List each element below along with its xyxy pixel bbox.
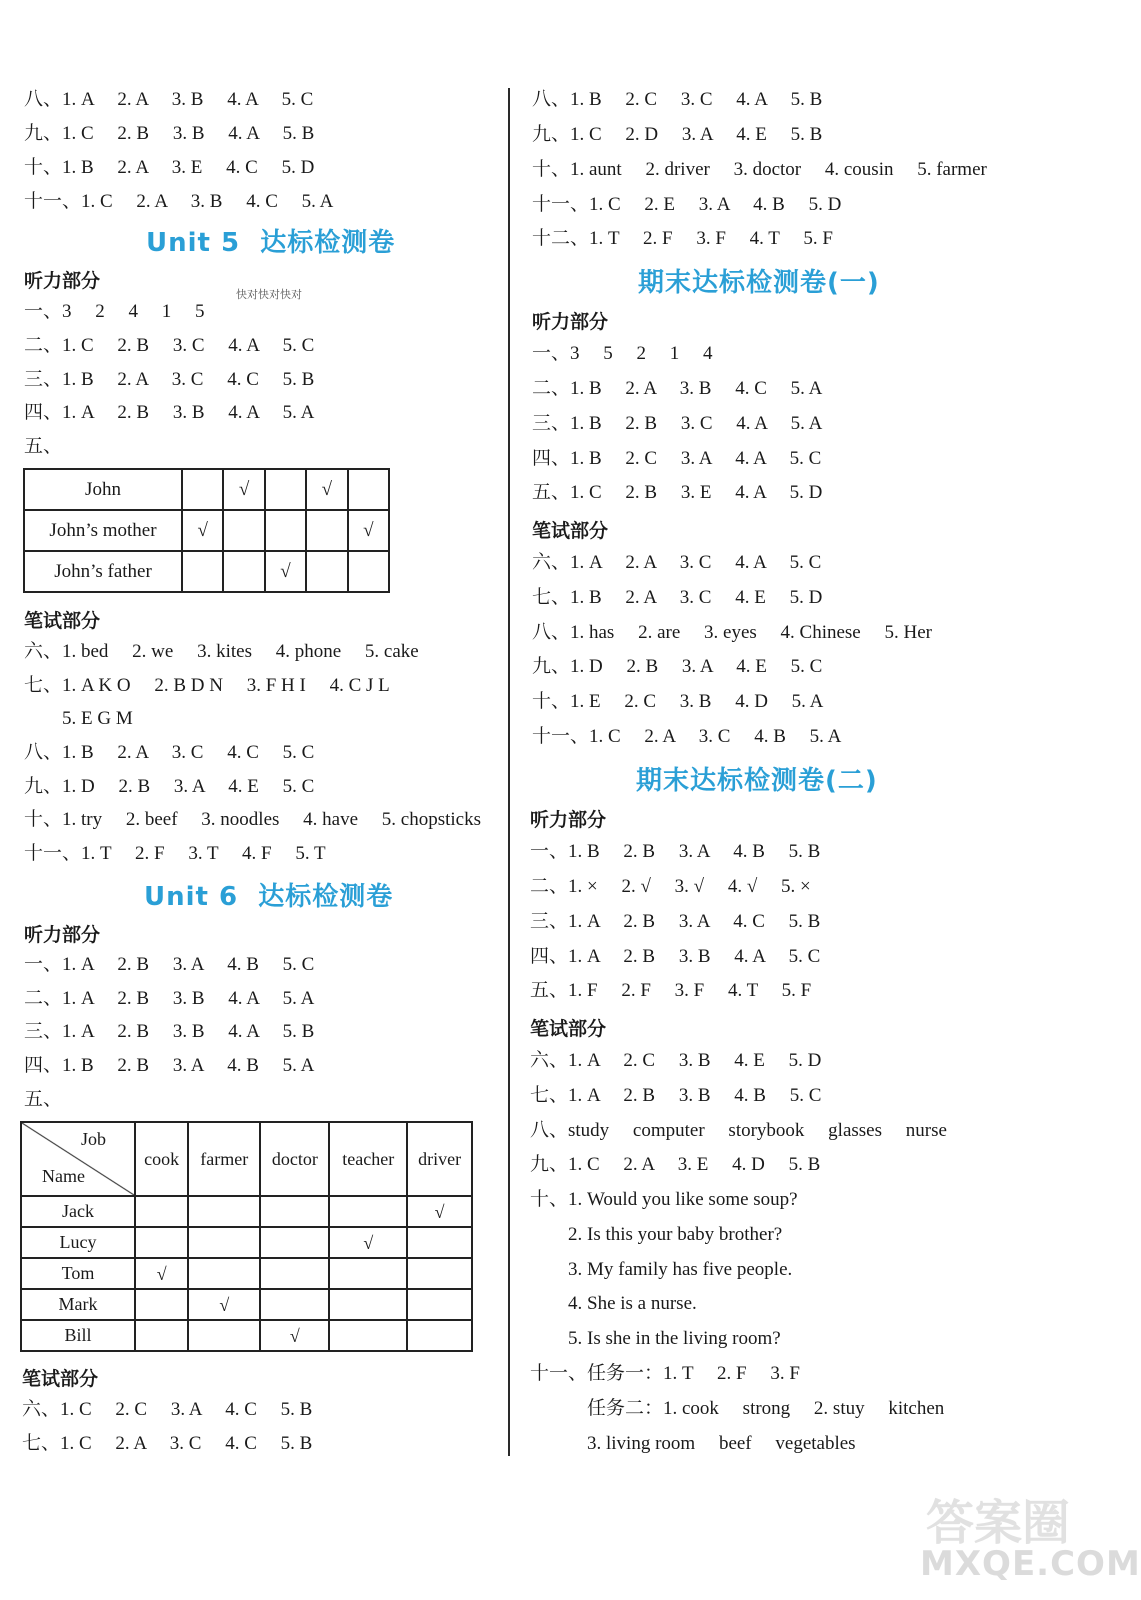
table-row [21, 1227, 472, 1258]
answer-line: 七、1. A 2. B 3. B 4. B 5. C [530, 1085, 822, 1106]
row-name: Lucy [21, 1227, 135, 1258]
answer-line: 八、1. B 2. A 3. C 4. C 5. C [24, 742, 315, 763]
written-heading: 笔试部分 [532, 520, 609, 542]
cell [182, 469, 223, 510]
written-heading: 笔试部分 [24, 610, 101, 632]
column-header: teacher [329, 1122, 407, 1196]
answer-line: 2. Is this your baby brother? [530, 1224, 783, 1245]
answer-line: 六、1. A 2. C 3. B 4. E 5. D [530, 1050, 822, 1071]
cell [348, 551, 389, 592]
cell [135, 1196, 188, 1227]
table-row [21, 1289, 472, 1320]
answer-line: 七、1. A K O 2. B D N 3. F H I 4. C J L [24, 675, 390, 696]
answer-line: 十二、1. T 2. F 3. F 4. T 5. F [532, 228, 833, 249]
final2-title: 期末达标检测卷(二) [636, 766, 878, 796]
answer-line: 四、1. A 2. B 3. B 4. A 5. C [530, 946, 821, 967]
column-header: driver [407, 1122, 472, 1196]
answer-line: 五、 [24, 436, 63, 457]
answer-line: 一、1. B 2. B 3. A 4. B 5. B [530, 841, 821, 862]
answer-line: 三、1. B 2. B 3. C 4. A 5. A [532, 413, 823, 434]
answer-line: 五、1. C 2. B 3. E 4. A 5. D [532, 482, 823, 503]
answer-line: 四、1. B 2. B 3. A 4. B 5. A [24, 1055, 315, 1076]
row-name: Bill [21, 1320, 135, 1351]
answer-line: 九、1. C 2. D 3. A 4. E 5. B [532, 124, 823, 145]
cell [407, 1289, 472, 1320]
table-corner-cell [21, 1122, 135, 1196]
cell: √ [329, 1227, 407, 1258]
cell [329, 1258, 407, 1289]
answer-line: 二、1. B 2. A 3. B 4. C 5. A [532, 378, 823, 399]
answer-line: 六、1. C 2. C 3. A 4. C 5. B [22, 1399, 313, 1420]
cell [260, 1196, 329, 1227]
answer-line: 八、1. has 2. are 3. eyes 4. Chinese 5. Her [532, 622, 932, 643]
cell: √ [306, 469, 347, 510]
table-row [21, 1258, 472, 1289]
table-header-row [21, 1122, 472, 1196]
row-name: Jack [21, 1196, 135, 1227]
answer-line: 5. E G M [24, 708, 133, 729]
cell: √ [348, 510, 389, 551]
answer-line: 十一、1. C 2. E 3. A 4. B 5. D [532, 194, 842, 215]
watermark-logo [920, 1480, 1141, 1590]
cell [188, 1320, 260, 1351]
answer-line: 十、1. aunt 2. driver 3. doctor 4. cousin 5. farmer [532, 159, 987, 180]
corner-name-label: Name [42, 1166, 85, 1186]
unit5-title: Unit 5 达标检测卷 [146, 228, 396, 258]
cell [329, 1320, 407, 1351]
row-name: Tom [21, 1258, 135, 1289]
row-name: John’s mother [24, 510, 182, 551]
table-row [24, 551, 389, 592]
cell [407, 1227, 472, 1258]
answer-line: 十、1. B 2. A 3. E 4. C 5. D [24, 157, 315, 178]
row-name: Mark [21, 1289, 135, 1320]
watermark-bottom-text: MXQE.COM [920, 1544, 1141, 1584]
answer-line: 3. My family has five people. [530, 1259, 793, 1280]
answer-line: 十一、1. C 2. A 3. B 4. C 5. A [24, 191, 334, 212]
cell: √ [407, 1196, 472, 1227]
answer-line: 四、1. B 2. C 3. A 4. A 5. C [532, 448, 822, 469]
answer-line: 五、 [24, 1089, 63, 1110]
cell [260, 1258, 329, 1289]
table-row [21, 1196, 472, 1227]
cell: √ [135, 1258, 188, 1289]
cell [265, 510, 306, 551]
answer-line: 三、1. A 2. B 3. B 4. A 5. B [24, 1021, 315, 1042]
cell [135, 1289, 188, 1320]
listening-heading: 听力部分 [530, 809, 607, 831]
answer-line: 七、1. C 2. A 3. C 4. C 5. B [22, 1433, 313, 1454]
answer-line: 五、1. F 2. F 3. F 4. T 5. F [530, 980, 812, 1001]
unit6-answer-table [20, 1121, 473, 1352]
answer-line: 二、1. C 2. B 3. C 4. A 5. C [24, 335, 315, 356]
cell [407, 1258, 472, 1289]
cell [329, 1289, 407, 1320]
table-row [21, 1320, 472, 1351]
column-divider [508, 88, 510, 1456]
answer-line: 六、1. A 2. A 3. C 4. A 5. C [532, 552, 822, 573]
cell [407, 1320, 472, 1351]
answer-line: 九、1. C 2. B 3. B 4. A 5. B [24, 123, 315, 144]
cell [188, 1227, 260, 1258]
cell [223, 510, 264, 551]
written-heading: 笔试部分 [22, 1368, 99, 1390]
cell [188, 1196, 260, 1227]
table-row [24, 469, 389, 510]
cell [135, 1320, 188, 1351]
cell [260, 1227, 329, 1258]
answer-line: 七、1. B 2. A 3. C 4. E 5. D [532, 587, 823, 608]
unit5-answer-table [23, 468, 390, 593]
answer-line: 十、1. Would you like some soup? [530, 1189, 798, 1210]
final1-title: 期末达标检测卷(一) [638, 268, 880, 298]
answer-line: 十、1. try 2. beef 3. noodles 4. have 5. chopsticks [24, 809, 481, 830]
answer-line: 一、1. A 2. B 3. A 4. B 5. C [24, 954, 315, 975]
answer-line: 3. living room beef vegetables [530, 1433, 856, 1454]
listening-heading: 听力部分 [24, 924, 101, 946]
corner-job-label: Job [80, 1129, 106, 1149]
cell [182, 551, 223, 592]
row-name: John’s father [24, 551, 182, 592]
column-header: farmer [188, 1122, 260, 1196]
answer-line: 十一、1. C 2. A 3. C 4. B 5. A [532, 726, 842, 747]
watermark-top-text: 答案圈 [926, 1495, 1071, 1551]
answer-line: 八、1. A 2. A 3. B 4. A 5. C [24, 89, 314, 110]
cell [329, 1196, 407, 1227]
column-header: cook [135, 1122, 188, 1196]
cell [188, 1258, 260, 1289]
answer-line: 二、1. A 2. B 3. B 4. A 5. A [24, 988, 315, 1009]
cell: √ [188, 1289, 260, 1320]
table-row [24, 510, 389, 551]
answer-line: 三、1. A 2. B 3. A 4. C 5. B [530, 911, 821, 932]
cell [223, 551, 264, 592]
cell [348, 469, 389, 510]
answer-line: 十一、任务一：1. T 2. F 3. F [530, 1363, 800, 1384]
answer-line: 一、3 2 4 1 5 [24, 301, 205, 322]
cell [306, 510, 347, 551]
cell [260, 1289, 329, 1320]
cell [265, 469, 306, 510]
listening-heading: 听力部分 [532, 311, 609, 333]
answer-line: 十、1. E 2. C 3. B 4. D 5. A [532, 691, 824, 712]
answer-line: 十一、1. T 2. F 3. T 4. F 5. T [24, 843, 326, 864]
column-header: doctor [260, 1122, 329, 1196]
answer-line: 四、1. A 2. B 3. B 4. A 5. A [24, 402, 315, 423]
unit6-title: Unit 6 达标检测卷 [144, 882, 394, 912]
answer-line: 九、1. D 2. B 3. A 4. E 5. C [24, 776, 315, 797]
listening-heading: 听力部分 [24, 270, 101, 292]
cell [306, 551, 347, 592]
answer-line: 九、1. C 2. A 3. E 4. D 5. B [530, 1154, 821, 1175]
answer-line: 二、1. × 2. √ 3. √ 4. √ 5. × [530, 876, 811, 897]
answer-line: 一、3 5 2 1 4 [532, 343, 713, 364]
answer-line: 六、1. bed 2. we 3. kites 4. phone 5. cake [24, 641, 419, 662]
answer-line: 4. She is a nurse. [530, 1293, 697, 1314]
answer-line: 三、1. B 2. A 3. C 4. C 5. B [24, 369, 315, 390]
cell: √ [223, 469, 264, 510]
stamp-text: 快对快对快对 [236, 288, 302, 301]
answer-line: 5. Is she in the living room? [530, 1328, 781, 1349]
cell: √ [182, 510, 223, 551]
row-name: John [24, 469, 182, 510]
cell [135, 1227, 188, 1258]
answer-line: 任务二：1. cook strong 2. stuy kitchen [530, 1398, 945, 1419]
written-heading: 笔试部分 [530, 1018, 607, 1040]
answer-line: 八、1. B 2. C 3. C 4. A 5. B [532, 89, 823, 110]
cell: √ [260, 1320, 329, 1351]
cell: √ [265, 551, 306, 592]
answer-line: 九、1. D 2. B 3. A 4. E 5. C [532, 656, 823, 677]
answer-line: 八、study computer storybook glasses nurse [530, 1120, 947, 1141]
